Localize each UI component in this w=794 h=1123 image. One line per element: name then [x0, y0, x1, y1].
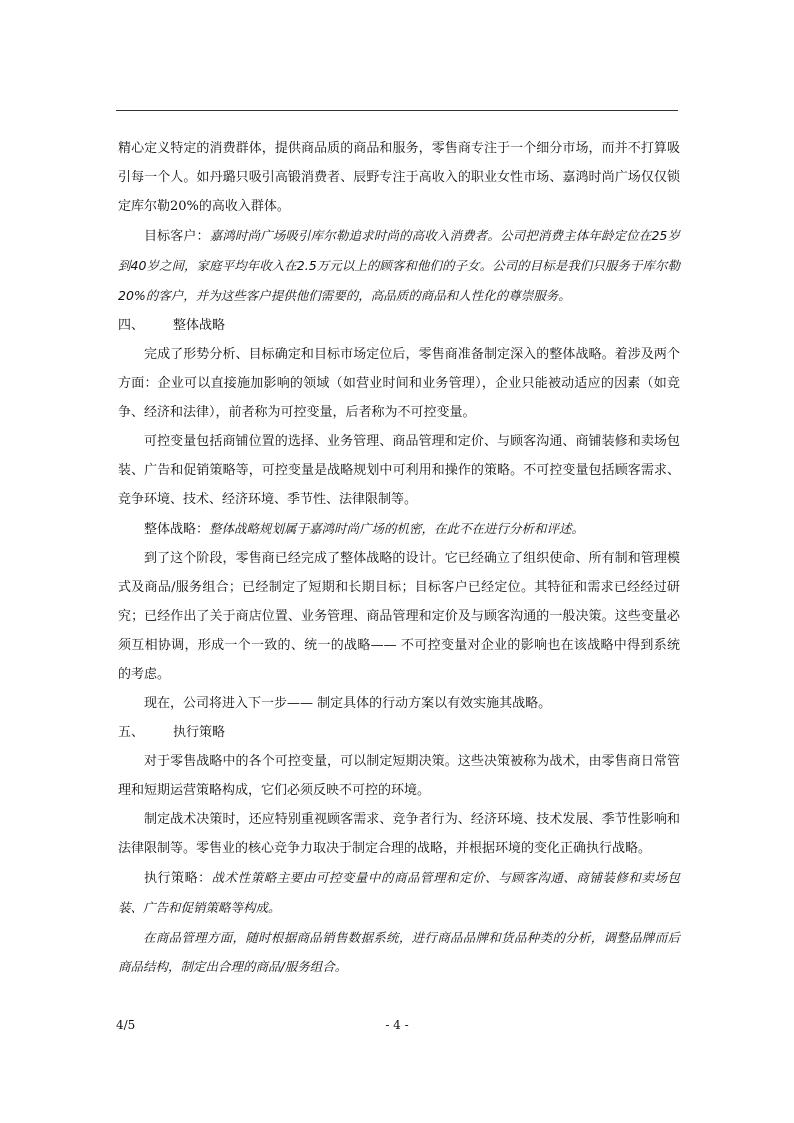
- paragraph-controllable-variables: 可控变量包括商铺位置的选择、业务管理、商品管理和定价、与顾客沟通、商铺装修和卖场包装、广告和促销策略等，可控变量是战略规划中可利用和操作的策略。不可控变量包括顾客需求、竞争环境、技术、经济环境、季节性、法律限制等。: [118, 434, 680, 507]
- page-fraction: 4/5: [116, 1018, 136, 1032]
- handwritten-execution-strategy: 战术性策略主要由可控变量中的商品管理和定价、与顾客沟通、商铺装修和卖场包装、广告和促销策略等构成。: [118, 870, 680, 915]
- section-title: 整体战略: [173, 318, 226, 333]
- label-target-customers: 目标客户：: [144, 229, 210, 244]
- paragraph-tactics: 对于零售战略中的各个可控变量，可以制定短期决策。这些决策被称为战术，由零售商日常管理和短期运营策略构成，它们必须反映不可控的环境。: [118, 754, 680, 798]
- paragraph-strategy-intro: 完成了形势分析、目标确定和目标市场定位后，零售商准备制定深入的整体战略。着涉及两个方面：企业可以直接施加影响的领域（如营业时间和业务管理），企业只能被动适应的因素（如竞争、经济和法律），前者称为可控变量，后者称为不可控变量。: [118, 347, 680, 420]
- section-title: 执行策略: [173, 725, 226, 740]
- paragraph-overall-strategy-note: [118, 514, 680, 544]
- header-rule: [116, 110, 678, 111]
- document-body: [118, 134, 680, 981]
- label-execution-strategy: 执行策略：: [144, 871, 212, 886]
- section-number: 四、: [118, 318, 145, 333]
- paragraph-next-step: 现在，公司将进入下一步—— 制定具体的行动方案以有效实施其战略。: [144, 696, 552, 711]
- paragraph-strategy-complete: 到了这个阶段，零售商已经完成了整体战略的设计。它已经确立了组织使命、所有制和管理模式及商品/服务组合；已经制定了短期和长期目标；目标客户已经定位。其特征和需求已经经过研究；已经作出了关于商店位置、业务管理、商品管理和定价及与顾客沟通的一般决策。这些变量必须互相协调，形成一个一致的、统一的战略—— 不可控变量对企业的影响也在该战略中得到系统的考虑。: [118, 551, 680, 682]
- handwritten-merchandise-management: 在商品管理方面，随时根据商品销售数据系统，进行商品品牌和货品种类的分析，调整品牌而后商品结构，制定出合理的商品/服务组合。: [118, 930, 680, 974]
- paragraph-target-customers: [118, 221, 680, 311]
- section-heading-overall-strategy: [118, 311, 680, 340]
- paragraph-execution-note: [118, 863, 680, 923]
- section-heading-execution-strategy: [118, 718, 680, 747]
- section-number: 五、: [118, 725, 145, 740]
- paragraph-tactical-decisions: 制定战术决策时，还应特别重视顾客需求、竞争者行为、经济环境、技术发展、季节性影响和法律限制等。零售业的核心竞争力取决于制定合理的战略，并根据环境的变化正确执行战略。: [118, 812, 680, 856]
- handwritten-target-customers: 嘉鸿时尚广场吸引库尔勒追求时尚的高收入消费者。公司把消费主体年龄定位在25岁到40岁之间，家庭平均年收入在2.5万元以上的顾客和他们的子女。公司的目标是我们只服务于库尔勒20%的客户，并为这些客户提供他们需要的，高品质的商品和人性化的尊崇服务。: [118, 228, 680, 303]
- label-overall-strategy: 整体战略：: [144, 522, 210, 537]
- page-number: - 4 -: [385, 1018, 409, 1032]
- handwritten-overall-strategy: 整体战略规划属于嘉鸿时尚广场的机密，在此不在进行分析和评述。: [209, 521, 585, 536]
- paragraph-target-segment: 精心定义特定的消费群体，提供商品质的商品和服务，零售商专注于一个细分市场，而并不打算吸引每一个人。如丹璐只吸引高锻消费者、辰野专注于高收入的职业女性市场、嘉鸿时尚广场仅仅锁定库尔勒20%的高收入群体。: [118, 141, 680, 214]
